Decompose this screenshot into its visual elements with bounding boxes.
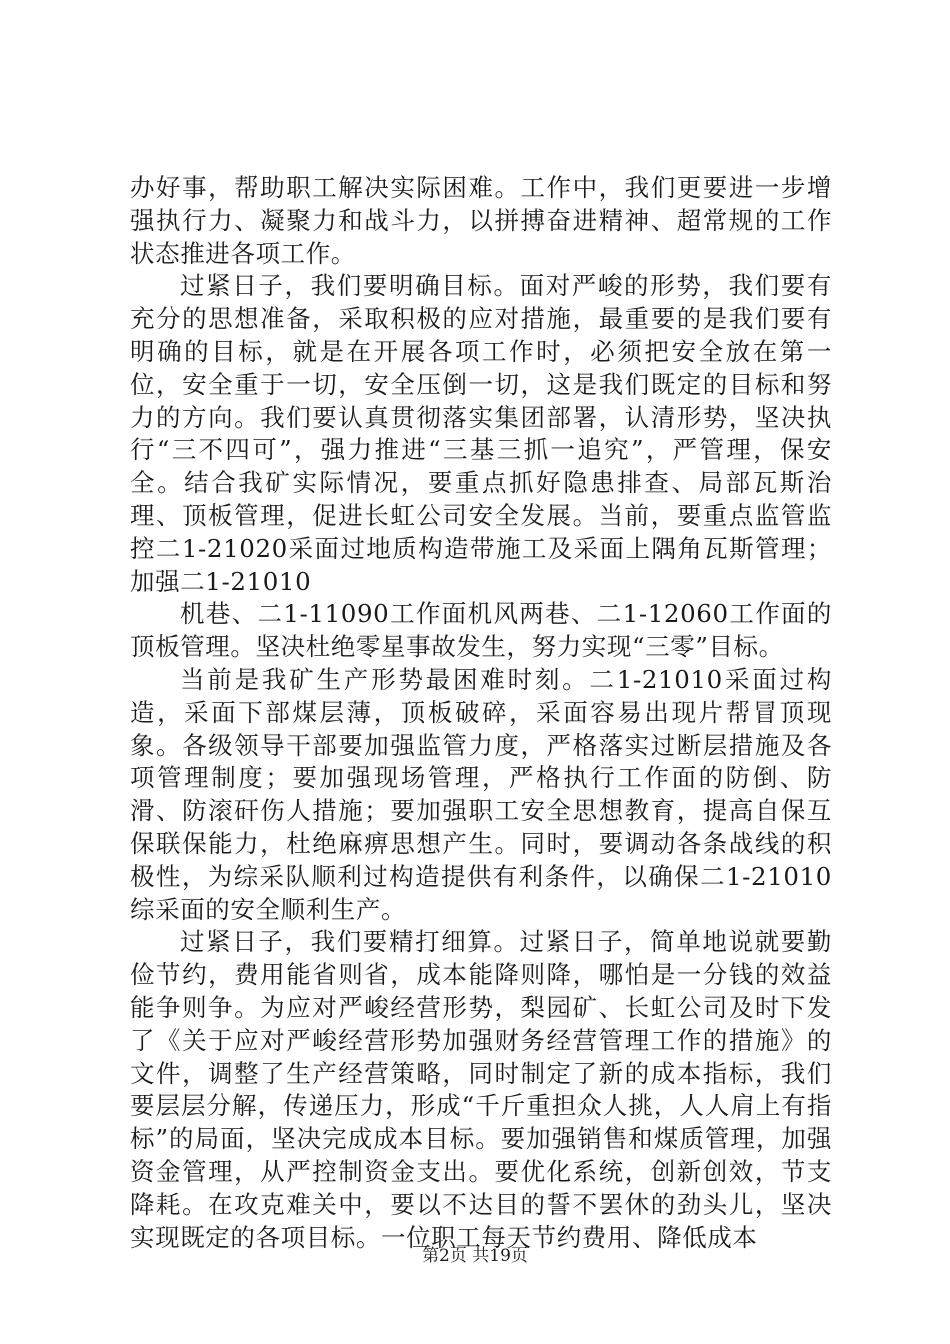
paragraph-3: 机巷、二1-11090工作面机风两巷、二1-12060工作面的顶板管理。坚决杜绝零星事故发生，努力实现“三零”目标。 bbox=[130, 599, 832, 662]
paragraph-1: 办好事，帮助职工解决实际困难。工作中，我们更要进一步增强执行力、凝聚力和战斗力，以拼搏奋进精神、超常规的工作状态推进各项工作。 bbox=[130, 173, 832, 268]
paragraph-4: 当前是我矿生产形势最困难时刻。二1-21010采面过构造，采面下部煤层薄，顶板破碎，采面容易出现片帮冒顶现象。各级领导干部要加强监管力度，严格落实过断层措施及各项管理制度；要加强现场管理，严格执行工作面的防倒、防滑、防滚矸伤人措施；要加强职工安全思想教育，提高自保互保联保能力，杜绝麻痹思想产生。同时，要调动各条战线的积极性，为综采队顺利过构造提供有利条件，以确保二1-21010综采面的安全顺利生产。 bbox=[130, 664, 832, 924]
paragraph-2: 过紧日子，我们要明确目标。面对严峻的形势，我们要有充分的思想准备，采取积极的应对措施，最重要的是我们要有明确的目标，就是在开展各项工作时，必须把安全放在第一位，安全重于一切，安全压倒一切，这是我们既定的目标和努力的方向。我们要认真贯彻落实集团部署，认清形势，坚决执行“三不四可”，强力推进“三基三抓一追究”，严管理，保安全。结合我矿实际情况，要重点抓好隐患排查、局部瓦斯治理、顶板管理，促进长虹公司安全发展。当前，要重点监管监控二1-21020采面过地质构造带施工及采面上隅角瓦斯管理；加强二1-21010 bbox=[130, 271, 832, 596]
document-body bbox=[130, 172, 832, 1254]
paragraph-5: 过紧日子，我们要精打细算。过紧日子，简单地说就要勤俭节约，费用能省则省，成本能降则降，哪怕是一分钱的效益能争则争。为应对严峻经营形势，梨园矿、长虹公司及时下发了《关于应对严峻经营形势加强财务经营管理工作的措施》的文件，调整了生产经营策略，同时制定了新的成本指标，我们要层层分解，传递压力，形成“千斤重担众人挑，人人肩上有指标”的局面，坚决完成成本目标。要加强销售和煤质管理，加强资金管理，从严控制资金支出。要优化系统，创新创效，节支降耗。在攻克难关中，要以不达目的誓不罢休的劲头儿，坚决实现既定的各项目标。一位职工每天节约费用、降低成本 bbox=[130, 927, 832, 1252]
page-number-footer: 第2页 共19页 bbox=[422, 1246, 528, 1266]
